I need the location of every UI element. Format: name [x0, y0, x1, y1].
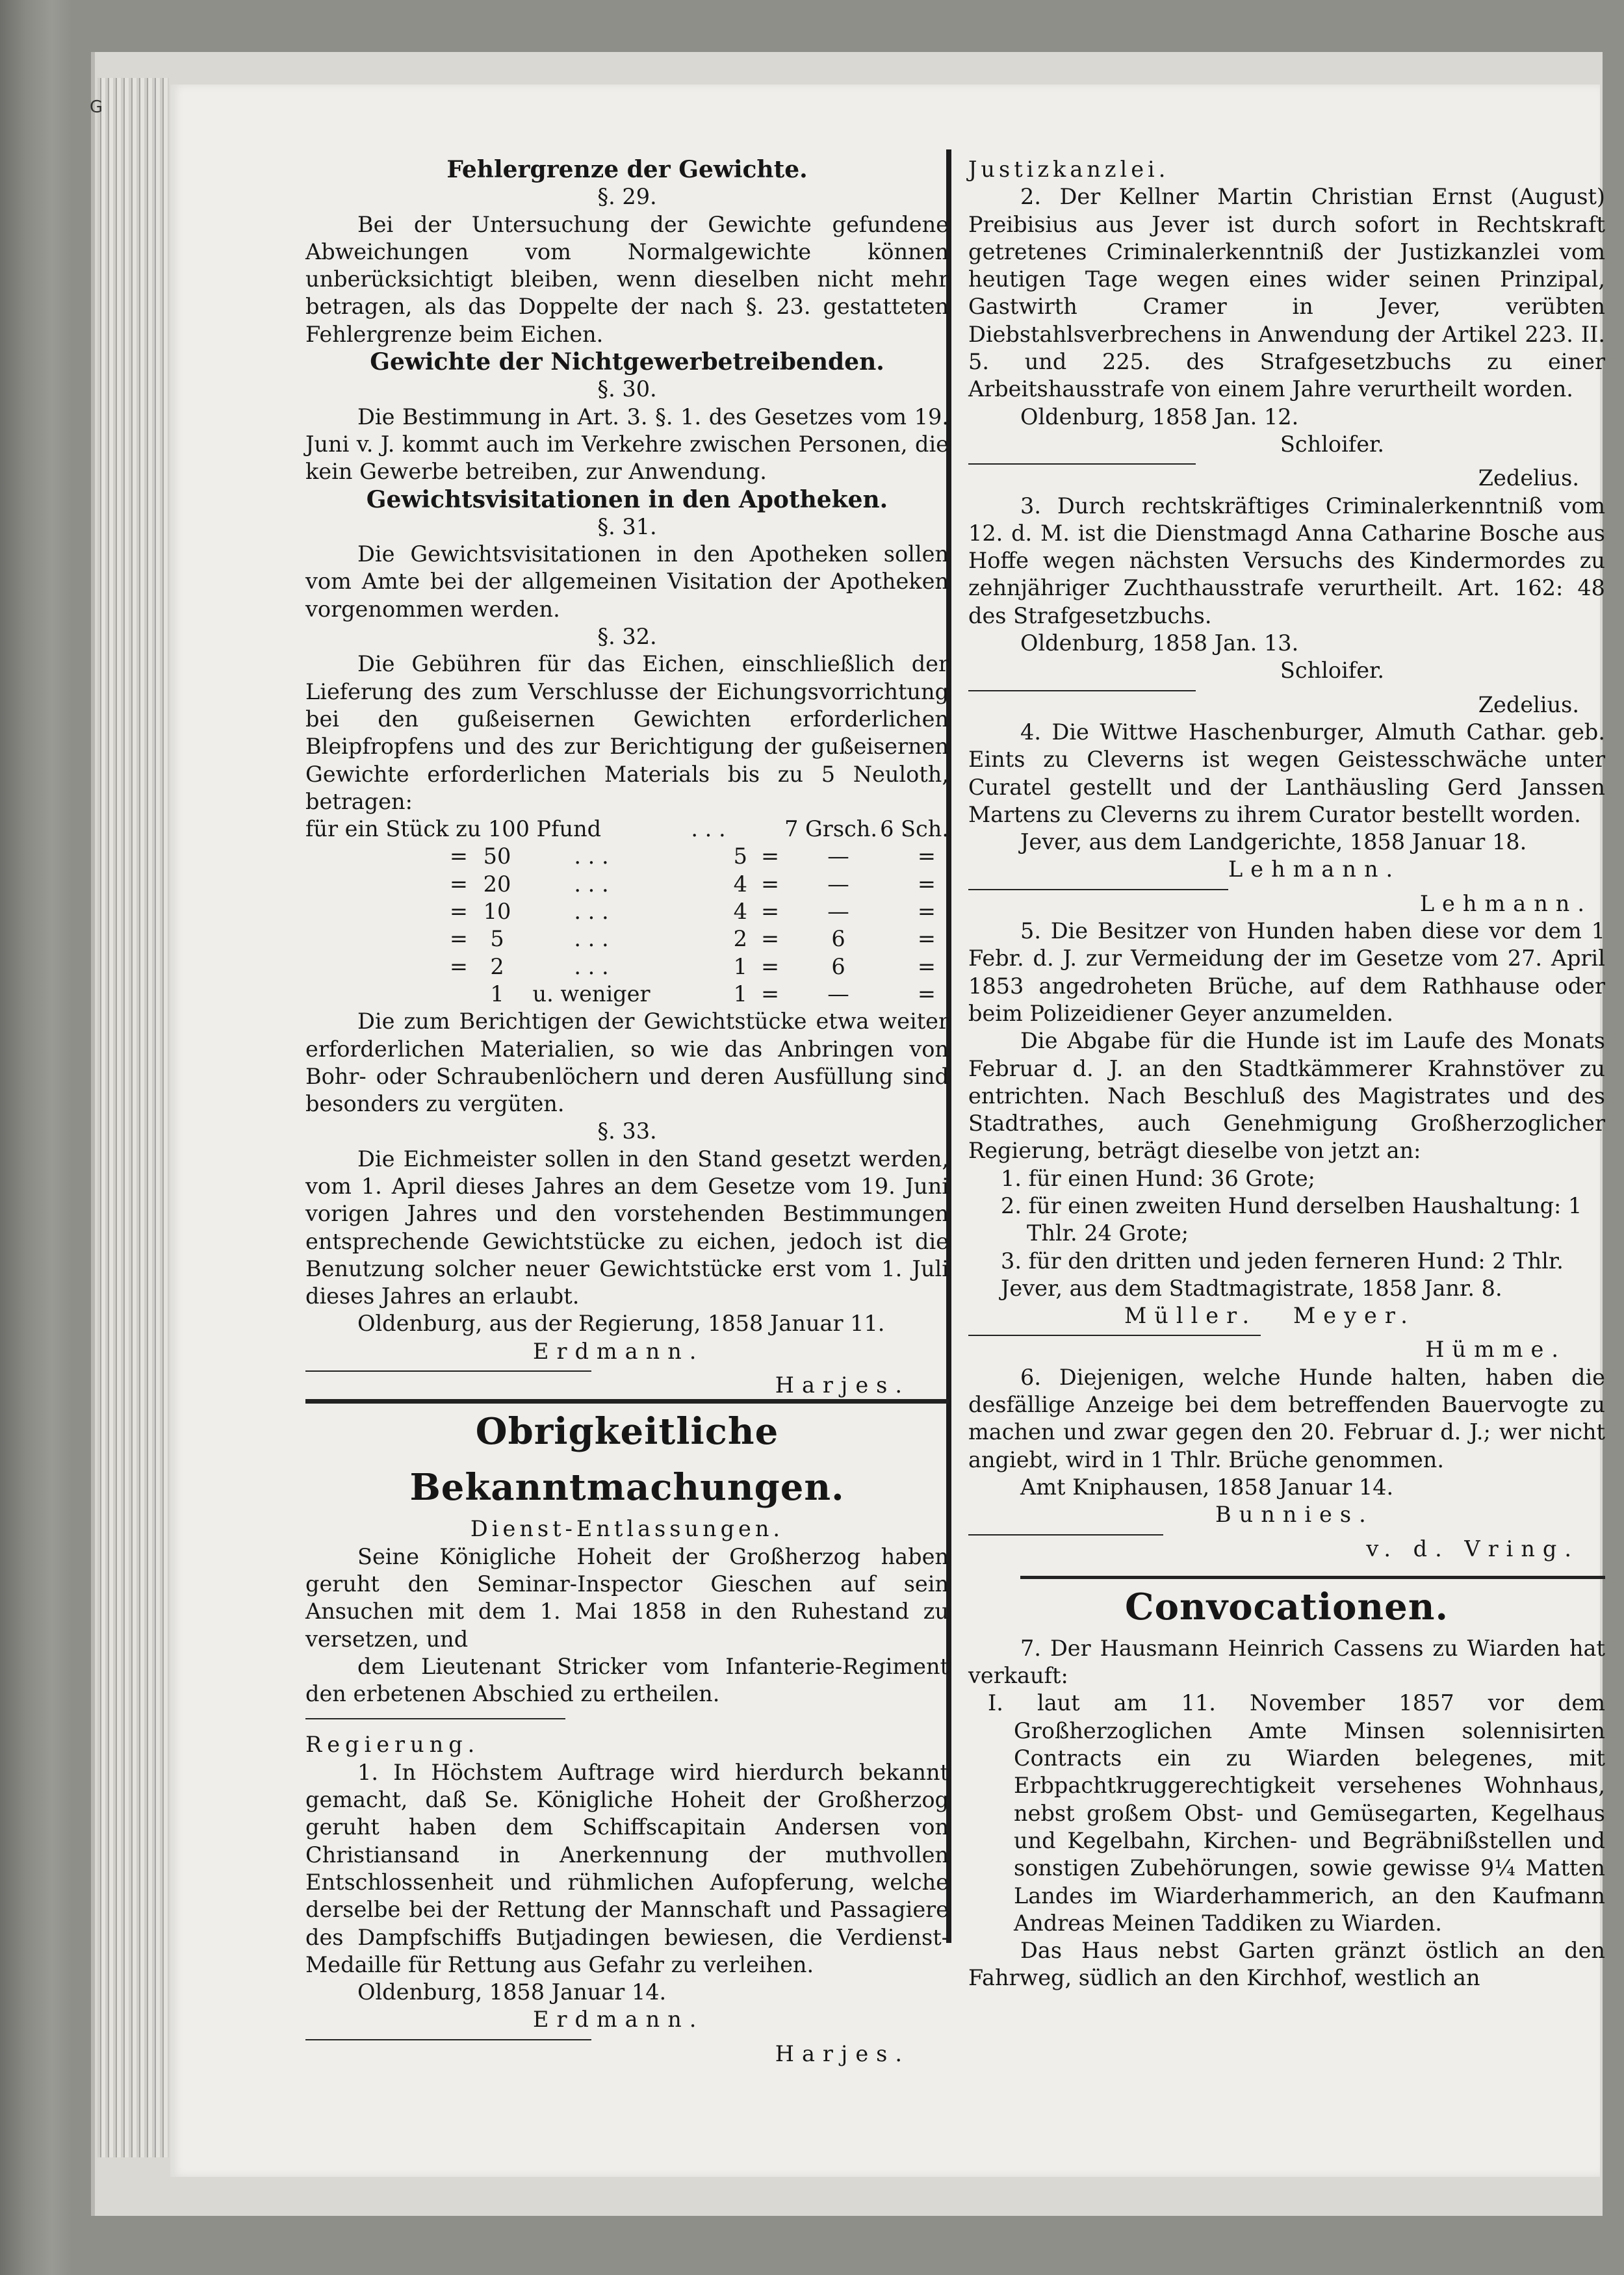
right-column [968, 156, 1605, 1992]
signature-rule [968, 884, 1228, 890]
signature-rule [305, 2034, 591, 2040]
paragraph-number: §. 32. [597, 624, 657, 650]
fee-cell: = [449, 899, 468, 925]
list-item: 3. für den dritten und jeden ferneren Hund: 2 Thlr. [1001, 1248, 1564, 1274]
signature: Lehmann. [1419, 890, 1592, 916]
date-line: Jever, aus dem Landgerichte, 1858 Januar 18. [1020, 829, 1527, 855]
fee-cell: = [760, 871, 780, 897]
signature-rule [968, 685, 1196, 691]
fee-row [305, 843, 949, 870]
fee-cell: — [827, 871, 849, 897]
paragraph-number: §. 30. [597, 376, 657, 402]
fee-cell: 5 [733, 843, 747, 869]
fee-rows [305, 843, 949, 1008]
paragraph-text: Das Haus nebst Garten gränzt östlich an den Fahrweg, südlich an den Kirchhof, westlich an [968, 1938, 1605, 1991]
fee-cell: . . . [574, 926, 609, 952]
section-title: Convocationen. [1125, 1585, 1449, 1628]
paragraph-text: Die zum Berichtigen der Gewichtstücke etwa weiter erforderlichen Materialien, so wie das Anbringen von Bohr- oder Schraubenlöchern und deren Ausfüllung sind besonders zu vergüten. [305, 1009, 949, 1117]
fee-cell: 50 [483, 843, 511, 869]
fee-cell: = [917, 981, 936, 1007]
subsection-heading: Dienst-Entlassungen. [470, 1516, 784, 1542]
fee-cell: 1 [733, 981, 747, 1007]
fee-cell: 1 [490, 981, 504, 1007]
fee-cell: = [917, 871, 936, 897]
signature-rule [968, 458, 1196, 465]
fee-row [305, 871, 949, 898]
fee-cell: 6 [831, 926, 845, 952]
paragraph-text: 6. Diejenigen, welche Hunde halten, haben die desfällige Anzeige bei dem betreffenden Bauervogte zu machen und zwar gegen den 20. Februar d. J.; wer nicht angiebt, wird in 1 Thlr. Brüche genommen. [968, 1364, 1605, 1472]
list-item: 1. für einen Hund: 36 Grote; [1001, 1165, 1315, 1191]
divider [305, 1713, 565, 1719]
signature: Zedelius. [1478, 465, 1579, 491]
fee-cell: . . . [574, 899, 609, 925]
paragraph-text: 1. In Höchstem Auftrage wird hierdurch bekannt gemacht, daß Se. Königliche Hoheit der Großherzog geruht haben dem Schiffscapitain Andersen von Christiansand in Anerkennung der muthvollen Entschlossenheit und rühmlichen Aufopferung, welche derselbe bei der Rettung der Mannschaft und Passagiere des Dampfschiffs Butjadingen bewiesen, die Verdienst-Medaille für Rettung aus Gefahr zu verleihen. [305, 1759, 949, 1977]
left-column [305, 156, 949, 2068]
paragraph-text: Die Bestimmung in Art. 3. §. 1. des Gesetzes vom 19. Juni v. J. kommt auch im Verkehre zwischen Personen, die kein Gewerbe betreiben, zur Anwendung. [305, 404, 949, 485]
fee-row [305, 981, 949, 1008]
date-line: Oldenburg, 1858 Januar 14. [357, 1979, 667, 2005]
fee-row [305, 898, 949, 925]
fee-cell [305, 981, 468, 1008]
date-line: Jever, aus dem Stadtmagistrate, 1858 Janr. 8. [1001, 1275, 1502, 1301]
paragraph-text: Seine Königliche Hoheit der Großherzog haben geruht den Seminar-Inspector Gieschen auf sein Ansuchen mit dem 1. Mai 1858 in den Ruhestand zu versetzen, und [305, 1543, 949, 1652]
paragraph-text: 7. Der Hausmann Heinrich Cassens zu Wiarden hat verkauft: [968, 1635, 1605, 1689]
fee-cell: 4 [733, 871, 747, 897]
signature-rule [968, 1330, 1261, 1336]
fee-cell: 6 [831, 953, 845, 979]
paragraph-text: dem Lieutenant Stricker vom Infanterie-Regiment den erbetenen Abschied zu ertheilen. [305, 1653, 949, 1707]
fee-dots: . . . [691, 816, 726, 842]
signature: Erdmann. [533, 1338, 704, 1364]
signature: Harjes. [775, 2040, 910, 2066]
page-edges [97, 78, 169, 2157]
paragraph-number: §. 33. [597, 1118, 657, 1144]
fee-cell: . . . [574, 953, 609, 979]
subsection-heading: Justizkanzlei. [968, 157, 1170, 182]
fee-cell: 20 [483, 871, 511, 897]
paragraph-text: 5. Die Besitzer von Hunden haben diese vor dem 1 Febr. d. J. zur Vermeidung der im Gesetze vom 27. April 1853 angedroheten Brüche, auf dem Rathhause oder beim Polizeidiener Geyer anzumelden. [968, 918, 1605, 1026]
fee-row [305, 925, 949, 953]
date-line: Oldenburg, aus der Regierung, 1858 Januar 11. [357, 1311, 885, 1337]
fee-row [305, 816, 949, 843]
subsection-heading: Regierung. [305, 1732, 480, 1758]
fee-cell: = [449, 843, 468, 869]
fee-cell: . . . [574, 843, 609, 869]
date-line: Amt Kniphausen, 1858 Januar 14. [1020, 1474, 1394, 1500]
paragraph-number: §. 29. [597, 184, 657, 210]
paragraph-text: 2. Der Kellner Martin Christian Ernst (August) Preibisius aus Jever ist durch sofort in Rechtskraft getretenes Criminalerkenntniß der Justizkanzlei vom heutigen Tage wegen eines wider seinen Prinzipal, Gastwirth Cramer in Jever, verübten Diebstahlsverbrechens in Anwendung der Artikel 223. II. 5. und 225. des Strafgesetzbuchs zu einer Arbeitshausstrafe von einem Jahre verurtheilt worden. [968, 184, 1605, 402]
fee-cell: — [827, 843, 849, 869]
signature: Meyer. [1293, 1303, 1415, 1329]
signature: Müller. [1124, 1303, 1257, 1329]
fee-cell: = [760, 953, 780, 979]
fee-cell: = [917, 843, 936, 869]
date-line: Oldenburg, 1858 Jan. 13. [1020, 630, 1299, 656]
fee-cell: 2 [490, 953, 504, 979]
signature: Erdmann. [533, 2007, 704, 2033]
fee-table [305, 816, 949, 1008]
fee-cell: = [760, 843, 780, 869]
section-heading: Gewichtsvisitationen in den Apotheken. [366, 485, 888, 513]
fee-cell: = [760, 899, 780, 925]
paragraph-text: Die Abgabe für die Hunde ist im Laufe des Monats Februar d. J. an den Stadtkämmerer Krahnstöver zu entrichten. Nach Beschluß des Magistrates und des Stadtrathes, auch Genehmigung Großherzoglicher Regierung, beträgt dieselbe von jetzt an: [968, 1028, 1605, 1164]
signature-rule [305, 1365, 591, 1372]
margin-mark: G [90, 97, 103, 117]
fee-grsch: 7 Grsch. [784, 816, 877, 842]
fee-cell: — [827, 981, 849, 1007]
section-heading: Fehlergrenze der Gewichte. [446, 156, 808, 183]
fee-cell: 2 [733, 926, 747, 952]
fee-cell: = [917, 899, 936, 925]
section-heading: Gewichte der Nichtgewerbetreibenden. [370, 348, 884, 376]
fee-cell: = [760, 926, 780, 952]
fee-cell: = [917, 926, 936, 952]
fee-item: für ein Stück zu 100 Pfund [305, 816, 602, 842]
date-line: Oldenburg, 1858 Jan. 12. [1020, 404, 1299, 430]
list-item: I. laut am 11. November 1857 vor dem Großherzoglichen Amte Minsen solennisirten Contracts ein zu Wiarden belegenes, mit Erbpachtkruggerechtigkeit versehenes Wohnhaus, nebst großem Obst- und Gemüsegarten, Kegelhaus und Kegelbahn, Kirchen- und Begräbnißstellen und sonstigen Zubehörungen, sowie gewisse 9¼ Matten Landes im Wiarderhammerich, an den Kaufmann Andreas Meinen Taddiken zu Wiarden. [988, 1690, 1605, 1936]
signature: Schloifer. [1280, 658, 1384, 684]
signature: v. d. Vring. [1366, 1536, 1579, 1562]
list-item: 2. für einen zweiten Hund derselben Haushaltung: 1 Thlr. 24 Grote; [1001, 1192, 1582, 1246]
paragraph-text: Bei der Untersuchung der Gewichte gefundene Abweichungen vom Normalgewichte können unberücksichtigt bleiben, wenn dieselben nicht mehr betragen, als das Doppelte der nach §. 23. gestatteten Fehlergrenze beim Eichen. [305, 211, 949, 347]
fee-cell: = [449, 871, 468, 897]
signature: Zedelius. [1478, 691, 1579, 717]
fee-sch: 6 Sch. [880, 816, 949, 842]
signature: Hümme. [1425, 1337, 1566, 1363]
signature: Schloifer. [1280, 431, 1384, 457]
signature-rule [968, 1529, 1163, 1536]
signature: Lehmann. [1228, 856, 1401, 882]
fee-cell: 5 [490, 926, 504, 952]
paragraph-text: 4. Die Wittwe Haschenburger, Almuth Cathar. geb. Eints zu Cleverns ist wegen Geistesschwäche unter Curatel gestellt und der Lanthäusling Gerd Janssen Martens zu Cleverns zu ihrem Curator bestellt worden. [968, 719, 1605, 827]
fee-cell: 10 [483, 899, 511, 925]
signature: Harjes. [775, 1372, 910, 1398]
paragraph-text: 3. Durch rechtskräftiges Criminalerkenntniß vom 12. d. M. ist die Dienstmagd Anna Catharine Bosche aus Hoffe wegen nächsten Versuchs des Kindermordes zu zehnjähriger Zuchthausstrafe verurtheilt. Art. 162: 48 des Strafgesetzbuchs. [968, 493, 1605, 628]
fee-cell: — [827, 899, 849, 925]
paragraph-text: Die Gewichtsvisitationen in den Apotheken sollen vom Amte bei der allgemeinen Visitation der Apotheken vorgenommen werden. [305, 541, 949, 622]
fee-cell: 1 [733, 953, 747, 979]
fee-row [305, 953, 949, 981]
fee-cell: = [449, 953, 468, 979]
signature-row [968, 1302, 1605, 1330]
fee-cell: 4 [733, 899, 747, 925]
fee-cell: = [760, 981, 780, 1007]
signature: Bunnies. [1215, 1502, 1374, 1528]
paragraph-text: Die Eichmeister sollen in den Stand gesetzt werden, vom 1. April dieses Jahres an dem Gesetze vom 19. Juni vorigen Jahres und den vorstehenden Bestimmungen entsprechende Gewichtstücke zu eichen, jedoch ist die Benutzung solcher neuer Gewichtstücke erst vom 1. Juli dieses Jahres an erlaubt. [305, 1146, 949, 1309]
fee-cell: . . . [574, 871, 609, 897]
fee-cell: = [449, 926, 468, 952]
fee-cell: u. weniger [532, 981, 651, 1007]
fee-cell: = [917, 953, 936, 979]
section-title: Obrigkeitliche Bekanntmachungen. [409, 1410, 845, 1510]
paragraph-number: §. 31. [597, 513, 657, 539]
paragraph-text: Die Gebühren für das Eichen, einschließlich der Lieferung des zum Verschlusse der Eichungsvorrichtung bei den gußeisernen Gewichten erforderlichen Bleipfropfens und des zur Berichtigung der gußeisernen Gewichte erforderlichen Materials bis zu 5 Neuloth, betragen: [305, 651, 949, 814]
section-rule [305, 1399, 949, 1404]
